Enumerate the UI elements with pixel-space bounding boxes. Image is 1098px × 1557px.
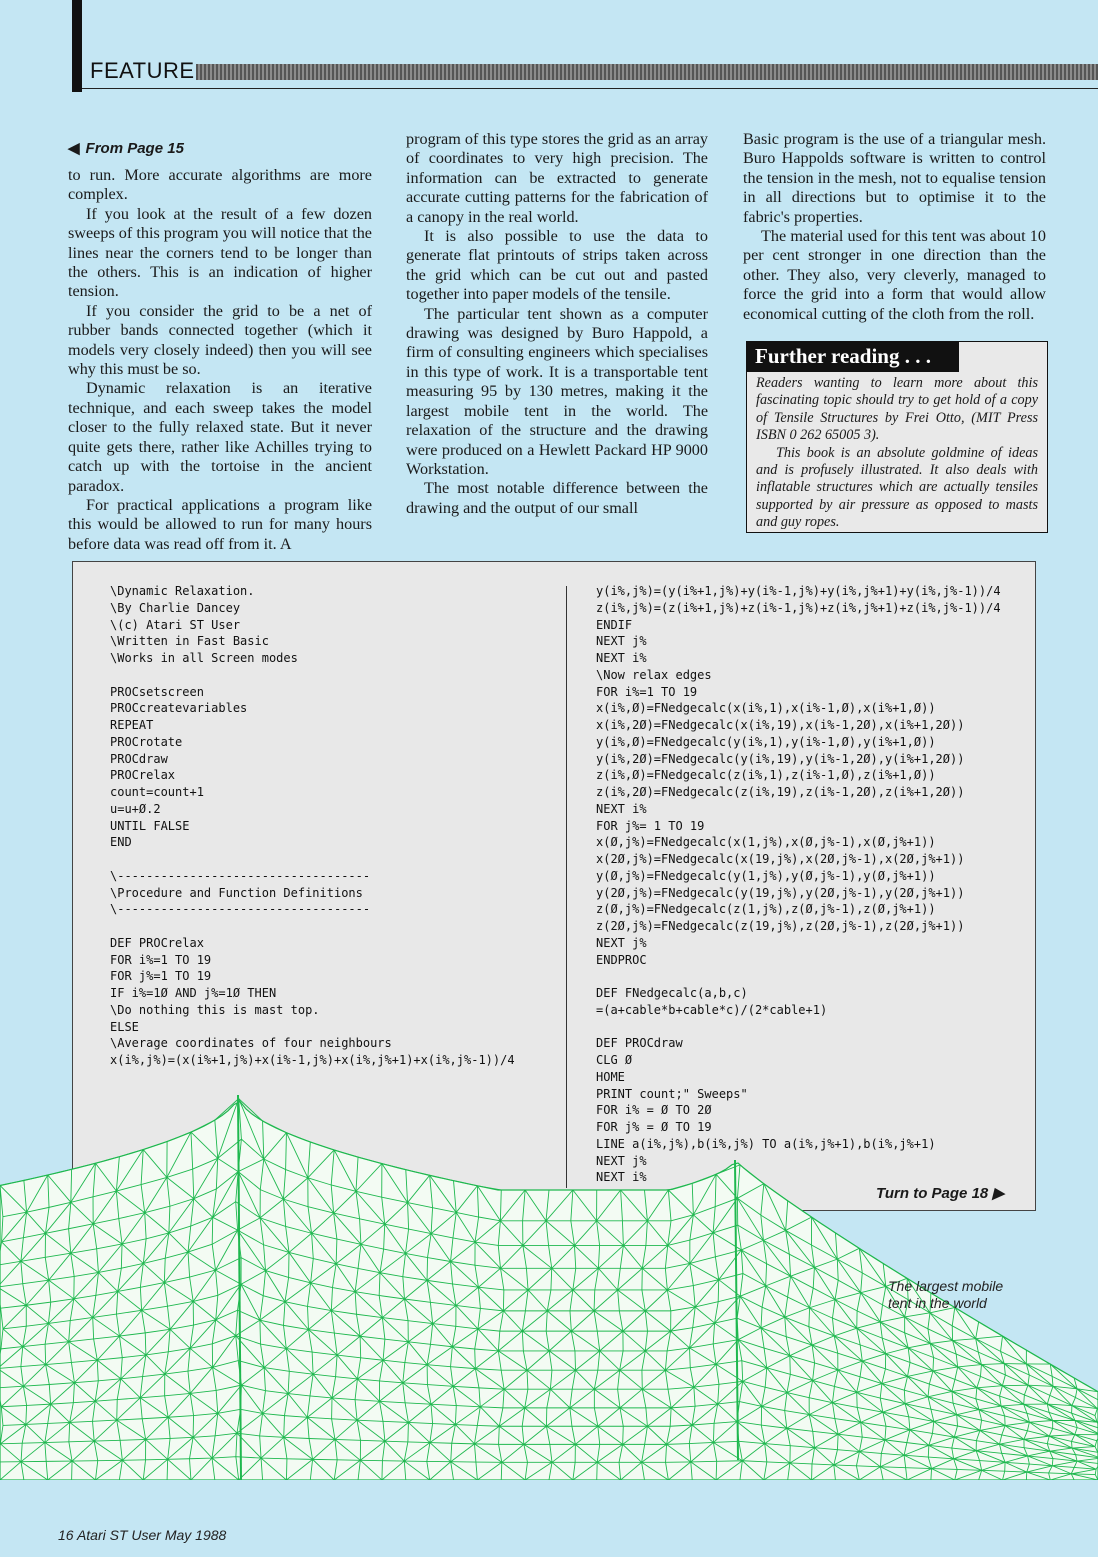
turn-page-note (876, 1184, 1004, 1202)
from-page-note (68, 139, 184, 157)
further-reading-paragraph: Readers wanting to learn more about this fascinating topic should try to get hold of a copy of Tensile Structures by Frei Otto, (MIT Press ISBN 0 262 65005 3). (756, 375, 1038, 444)
paragraph: Dynamic relaxation is an iterative technique, and each sweep takes the model closer to the fully relaxed state. But it never quite gets there, rather like Achilles trying to catch up with the tortoise in the ancient paradox. (68, 379, 372, 495)
paragraph: to run. More accurate algorithms are more complex. (68, 166, 372, 204)
paragraph: The material used for this tent was about 10 per cent stronger in one direction than the other. They also, very cleverly, managed to force the grid into a form that would allow economical cutting of the cloth from the roll. (743, 227, 1046, 323)
paragraph: It is also possible to use the data to generate flat printouts of strips taken across the grid which can be cut out and pasted together into paper models of the tensile. (406, 227, 708, 304)
from-page-text: From Page 15 (85, 140, 184, 157)
page-folio: 16 Atari ST User May 1988 (58, 1527, 227, 1543)
paragraph: Basic program is the use of a triangular mesh. Buro Happolds software is written to control the tension in the mesh, not to equalise tension in all directions but to optimise it to the fabric's properties. (743, 130, 1046, 226)
header-line (82, 88, 1098, 89)
further-reading-paragraph: This book is an absolute goldmine of ideas and is profusely illustrated. It also deals with inflatable structures which are actually tensiles supported by air pressure as opposed to masts and guy ropes. (756, 444, 1038, 531)
section-label: FEATURE (90, 58, 195, 83)
paragraph: If you consider the grid to be a net of rubber bands connected together (which it models very closely indeed) then you will see why this must be so. (68, 301, 372, 379)
paragraph: The particular tent shown as a computer drawing was designed by Buro Happold, a firm of consulting engineers which specialises in this type of work. It is a transportable tent measuring 95 by 130 metres, making it the largest mobile tent in the world. The relaxation of the structure and the drawing were produced on a Hewlett Packard HP 9000 Workstation. (406, 304, 708, 478)
article-column-3 (743, 130, 1046, 324)
article-column-1 (68, 166, 372, 554)
header-edge-bar (72, 0, 82, 92)
further-reading-box (746, 341, 1048, 533)
further-reading-title: Further reading . . . (747, 342, 959, 372)
listing-right-column: y(i%,j%)=(y(i%+1,j%)+y(i%-1,j%)+y(i%,j%+1)+y(i%,j%-1))/4 z(i%,j%)=(z(i%+1,j%)+z(i%-1,j%)+z(i%,j%+1)+z(i%,j%-1))/4 ENDIF NEXT j% NEXT i% \Now relax edges FOR i%=1 TO 19 x(i%,Ø)=FNedgecalc(x(i%,1),x(i%-1,Ø),x(i%+1,Ø)) x(i%,2Ø)=FNedgecalc(x(i%,19),x(i%-1,2Ø),x(i%+1,2Ø)) y(i%,Ø)=FNedgecalc(y(i%,1),y(i%-1,Ø),y(i%+1,Ø)) y(i%,2Ø)=FNedgecalc(y(i%,19),y(i%-1,2Ø),y(i%+1,2Ø)) z(i%,Ø)=FNedgecalc(z(i%,1),z(i%-1,Ø),z(i%+1,Ø)) z(i%,2Ø)=FNedgecalc(z(i%,19),z(i%-1,2Ø),z(i%+1,2Ø)) NEXT i% FOR j%= 1 TO 19 x(Ø,j%)=FNedgecalc(x(1,j%),x(Ø,j%-1),x(Ø,j%+1)) x(2Ø,j%)=FNedgecalc(x(19,j%),x(2Ø,j%-1),x(2Ø,j%+1)) y(Ø,j%)=FNedgecalc(y(1,j%),y(Ø,j%-1),y(Ø,j%+1)) y(2Ø,j%)=FNedgecalc(y(19,j%),y(2Ø,j%-1),y(2Ø,j%+1)) z(Ø,j%)=FNedgecalc(z(1,j%),z(Ø,j%-1),z(Ø,j%+1)) z(2Ø,j%)=FNedgecalc(z(19,j%),z(2Ø,j%-1),z(2Ø,j%+1)) NEXT j% ENDPROC DEF FNedgecalc(a,b,c) =(a+cable*b+cable*c)/(2*cable+1) DEF PROCdraw CLG Ø HOME PRINT count;" Sweeps" FOR i% = Ø TO 2Ø FOR j% = Ø TO 19 LINE a(i%,j%),b(i%,j%) TO a(i%,j%+1),b(i%,j%+1) NEXT j% NEXT i% (596, 584, 1001, 1185)
figure-caption: The largest mobile tent in the world (888, 1278, 1004, 1311)
right-arrow-icon: ▶ (992, 1185, 1004, 1202)
left-arrow-icon: ◀ (68, 140, 80, 157)
listing-left-column: \Dynamic Relaxation. \By Charlie Dancey \(c) Atari ST User \Written in Fast Basic \Works in all Screen modes PROCsetscreen PROCcreatevariables REPEAT PROCrotate PROCdraw PROCrelax count=count+1 u=u+Ø.2 UNTIL FALSE END \----------------------------------- \Procedure and Function Definitions \----------------------------------- DEF PROCrelax FOR i%=1 TO 19 FOR j%=1 TO 19 IF i%=1Ø AND j%=1Ø THEN \Do nothing this is mast top. ELSE \Average coordinates of four neighbours x(i%,j%)=(x(i%+1,j%)+x(i%-1,j%)+x(i%,j%+1)+x(i%,j%-1))/4 (110, 584, 515, 1067)
paragraph: The most notable difference between the drawing and the output of our small (406, 479, 708, 517)
article-column-2 (406, 130, 708, 518)
paragraph: If you look at the result of a few dozen sweeps of this program you will notice that the lines near the corners tend to be longer than the others. This is an indication of higher tension. (68, 204, 372, 301)
paragraph: program of this type stores the grid as an array of coordinates to very high precision. The information can be extracted to generate accurate cutting patterns for the fabrication of a canopy in the real world. (406, 130, 708, 226)
turn-page-text: Turn to Page 18 (876, 1185, 989, 1202)
paragraph: For practical applications a program like this would be allowed to run for many hours before data was read off from it. A (68, 495, 372, 553)
header-rule (196, 64, 1098, 80)
further-reading-body (747, 372, 1047, 532)
